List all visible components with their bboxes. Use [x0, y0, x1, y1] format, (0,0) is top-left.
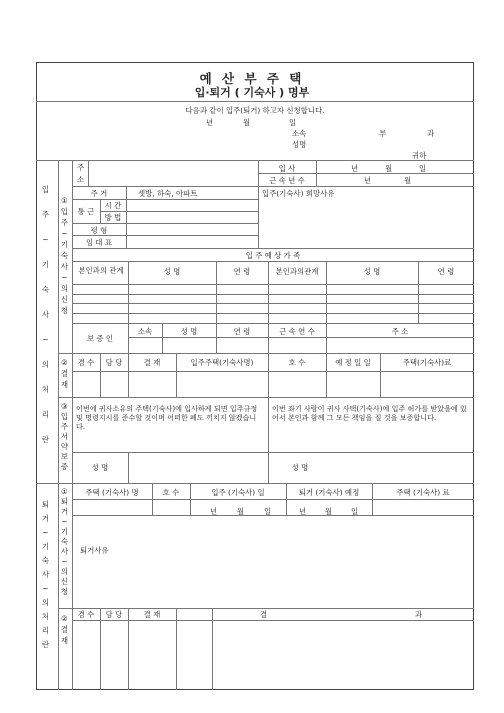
vertical-label-char: 증: [60, 462, 69, 471]
vertical-label-char: 입: [60, 207, 69, 216]
rule-approval-mid: [72, 371, 474, 372]
pledge-right-text: 이번 좌기 사람이 귀사 사택(기숙사)에 입주 허가를 받았을에 있어서 본인과 함께 그 모든 책임을 질 것을 보증합니다.: [272, 404, 467, 423]
vertical-label-char: ①: [61, 487, 68, 496]
rule-fam-r3: [72, 303, 474, 304]
vertical-label-char: 리: [41, 626, 50, 635]
rule-res-right: [258, 186, 259, 248]
rule-res-3: [72, 223, 258, 224]
vertical-label-char: ~: [61, 517, 68, 526]
commute-time: 시 간: [104, 201, 122, 210]
vertical-label-char: 숙: [41, 285, 50, 294]
rule-res-4: [72, 235, 258, 236]
section-moveout-label: [41, 500, 50, 654]
guarantor-col-name: 성 명: [180, 327, 198, 336]
pledge-left-text: 이번에 귀사소유의 주택(기숙사)에 입사하게 되면 입주규정 및 명령지시를 준수할 것이며 어떠한 폐도 끼치지 않겠습니다.: [76, 404, 258, 432]
section-label: 과: [427, 129, 435, 138]
affiliation-label: 소속: [292, 129, 307, 138]
form-frame: [36, 62, 474, 690]
out-approval-receipt: 겸 수: [77, 610, 95, 619]
vertical-label-char: 신: [60, 577, 69, 586]
address-label-1: 주: [77, 163, 85, 172]
rule-guar-head: [128, 337, 474, 338]
dept-label: 부: [379, 129, 387, 138]
address-label-2: 소: [77, 175, 85, 184]
vertical-label-char: 재: [60, 636, 69, 645]
section-app1-label: [60, 196, 69, 317]
section-approval-label: [60, 358, 69, 391]
vertical-label-char: ②: [61, 614, 68, 623]
vertical-label-char: 숙: [41, 556, 50, 565]
approval-col-house: 입주주택(기숙사명): [190, 358, 254, 367]
rule-request-bottom: [36, 160, 474, 161]
rule-addr-label: [88, 160, 89, 186]
rule-addr-bottom: [72, 186, 474, 187]
rule-left-col: [58, 160, 59, 483]
approval-col-receipt: 겸 수: [77, 358, 95, 367]
vertical-label-char: ~: [42, 584, 49, 593]
out-approval-sign: 결 재: [143, 610, 161, 619]
vertical-label-char: 처: [41, 612, 50, 621]
vertical-label-char: 의: [60, 567, 69, 576]
vertical-label-char: 처: [41, 385, 50, 394]
moveout-plan-month: 월: [325, 507, 333, 516]
vertical-label-char: 사: [41, 570, 50, 579]
rule-fam-bottom: [72, 323, 474, 324]
form-title: 예 산 부 주 택: [199, 71, 305, 86]
vertical-label-char: 청: [60, 306, 69, 315]
vertical-label-char: 결: [60, 625, 69, 634]
rule-out-head: [72, 499, 474, 500]
family-col-name-2: 성 명: [363, 267, 381, 276]
vertical-label-char: 기: [41, 260, 50, 269]
out-approval-section: 과: [415, 610, 423, 619]
pledge-name-left: 성 명: [91, 463, 109, 472]
vertical-label-char: ~: [42, 528, 49, 537]
family-col-name-1: 성 명: [163, 267, 181, 276]
vertical-label-char: 재: [60, 380, 69, 389]
request-year: 년: [206, 118, 214, 127]
family-header: 입 주 예 상 가 족: [245, 251, 301, 260]
approval-col-date: 예 정 일 일: [335, 358, 371, 367]
rule-res-2: [100, 211, 258, 212]
wish-reason-label: 입주(기숙사) 희망사유: [262, 189, 335, 198]
vertical-label-char: 사: [41, 310, 50, 319]
moveout-col-house: 주택 (기숙사) 명: [85, 488, 139, 497]
vertical-label-char: 입: [41, 185, 50, 194]
residence-label: 주 거: [90, 189, 108, 198]
addressee: 귀하: [412, 151, 427, 160]
area-label: 평 형: [90, 226, 108, 235]
moveout-in-year: 년: [210, 507, 218, 516]
request-month: 월: [243, 118, 251, 127]
vertical-label-char: 서: [60, 432, 69, 441]
approval-col-fee: 주택(기숙사)료: [402, 358, 452, 367]
vertical-label-char: ~: [61, 273, 68, 282]
family-col-relation-2: 본인과의관계: [275, 267, 319, 276]
out-approval-charge: 담 당: [105, 610, 123, 619]
rule-out-reason-bottom: [58, 608, 474, 609]
vertical-label-char: 사: [60, 262, 69, 271]
out-approval-result: 결: [260, 610, 268, 619]
vertical-label-char: ~: [61, 557, 68, 566]
form-subtitle: 입·퇴거 ( 기숙사 ) 명부: [194, 86, 310, 99]
vertical-label-char: 기: [60, 527, 69, 536]
approval-col-charge: 담 당: [105, 358, 123, 367]
family-col-age-1: 연 령: [233, 267, 251, 276]
movein-day: 일: [419, 164, 427, 173]
vertical-label-char: 퇴: [60, 497, 69, 506]
vertical-label-char: 입: [60, 412, 69, 421]
moveout-in-month: 월: [237, 507, 245, 516]
moveout-col-planned: 퇴거 (기숙사) 예정: [298, 488, 360, 497]
family-col-age-2: 연 령: [437, 267, 455, 276]
rule-out-dates: [72, 515, 474, 516]
rule-pledge-sign: [72, 452, 474, 453]
moveout-plan-day: 일: [351, 507, 359, 516]
vertical-label-char: 기: [60, 240, 69, 249]
vertical-label-char: 결: [60, 369, 69, 378]
vertical-label-char: ~: [42, 335, 49, 344]
vertical-label-char: 신: [60, 295, 69, 304]
vertical-label-char: 약: [60, 442, 69, 451]
residence-options: 셋방, 하숙, 아파트: [138, 189, 198, 198]
vertical-label-char: 기: [41, 542, 50, 551]
vertical-label-char: ~: [42, 235, 49, 244]
section-pledge-label: [60, 402, 69, 472]
approval-col-room: 호 수: [288, 358, 306, 367]
rule-guar-bottom: [58, 353, 474, 354]
vertical-label-char: 주: [60, 422, 69, 431]
rule-addr-mid: [258, 173, 474, 174]
vertical-label-char: 거: [60, 507, 69, 516]
section-out2-label: [60, 614, 69, 647]
rule-fam-r2: [72, 294, 474, 295]
vertical-label-char: 숙: [60, 251, 69, 260]
rule-fam-r4: [72, 313, 474, 314]
guarantor-col-tenure: 근 속 연 수: [279, 327, 315, 336]
applicant-name-label: 성명: [292, 140, 307, 149]
rule-fam-r1: [72, 284, 474, 285]
vertical-label-char: 란: [41, 435, 50, 444]
vertical-label-char: 거: [41, 514, 50, 523]
rule-out-left: [58, 483, 59, 690]
family-col-relation-1: 본인과의 관계: [78, 266, 124, 275]
approval-col-sign: 결 재: [143, 358, 161, 367]
guarantor-label: 보 증 인: [86, 334, 114, 343]
vertical-label-char: ①: [61, 196, 68, 205]
rep-label: 임 대 표: [85, 238, 113, 247]
vertical-label-char: 청: [60, 587, 69, 596]
moveout-reason-label: 퇴거사유: [80, 546, 109, 555]
rule-title-bottom: [36, 101, 474, 102]
vertical-label-char: 의: [41, 598, 50, 607]
vertical-label-char: 주: [41, 210, 50, 219]
rule-res-label: [126, 186, 127, 248]
request-text: 다음과 같이 입주(퇴거) 하고자 신청합니다.: [185, 106, 325, 115]
vertical-label-char: 보: [60, 452, 69, 461]
vertical-label-char: ③: [61, 402, 68, 411]
guarantor-col-age: 연 령: [233, 327, 251, 336]
moveout-col-fee: 주택 (기숙사) 료: [396, 488, 450, 497]
vertical-label-char: 사: [60, 547, 69, 556]
moveout-col-movein: 입주 (기숙사) 일: [211, 488, 265, 497]
section-out1-label: [60, 487, 69, 597]
vertical-label-char: 퇴: [41, 500, 50, 509]
commute-method: 방 법: [104, 213, 122, 222]
commute-label: 통 근: [77, 207, 95, 216]
tenure-month: 월: [404, 176, 412, 185]
vertical-label-char: 의: [60, 284, 69, 293]
movein-date-label: 입 사: [278, 164, 296, 173]
rule-movein-bottom: [36, 483, 474, 484]
guarantor-col-address: 주 소: [391, 327, 409, 336]
request-day: 일: [289, 118, 297, 127]
moveout-in-day: 일: [264, 507, 272, 516]
vertical-label-char: 의: [41, 360, 50, 369]
rule-pledge-sign-l: [128, 452, 129, 483]
vertical-label-char: ②: [61, 358, 68, 367]
tenure-year: 년: [364, 176, 372, 185]
guarantor-col-affiliation: 소속: [137, 327, 153, 336]
moveout-col-room: 호 수: [162, 488, 180, 497]
vertical-label-char: 숙: [60, 537, 69, 546]
vertical-label-char: 리: [41, 410, 50, 419]
moveout-plan-year: 년: [299, 507, 307, 516]
section-movein-label: [41, 185, 50, 460]
rule-res-bottom: [72, 248, 474, 249]
rule-approval-bottom: [58, 397, 474, 398]
vertical-label-char: 주: [60, 218, 69, 227]
vertical-label-char: 란: [41, 640, 50, 649]
rule-family-head: [72, 261, 474, 262]
movein-month: 월: [385, 164, 393, 173]
vertical-label-char: ~: [61, 229, 68, 238]
pledge-name-right: 성 명: [291, 463, 309, 472]
rule-oa-head: [72, 620, 474, 621]
tenure-label: 근 속 년 수: [269, 176, 305, 185]
movein-year: 년: [351, 164, 359, 173]
